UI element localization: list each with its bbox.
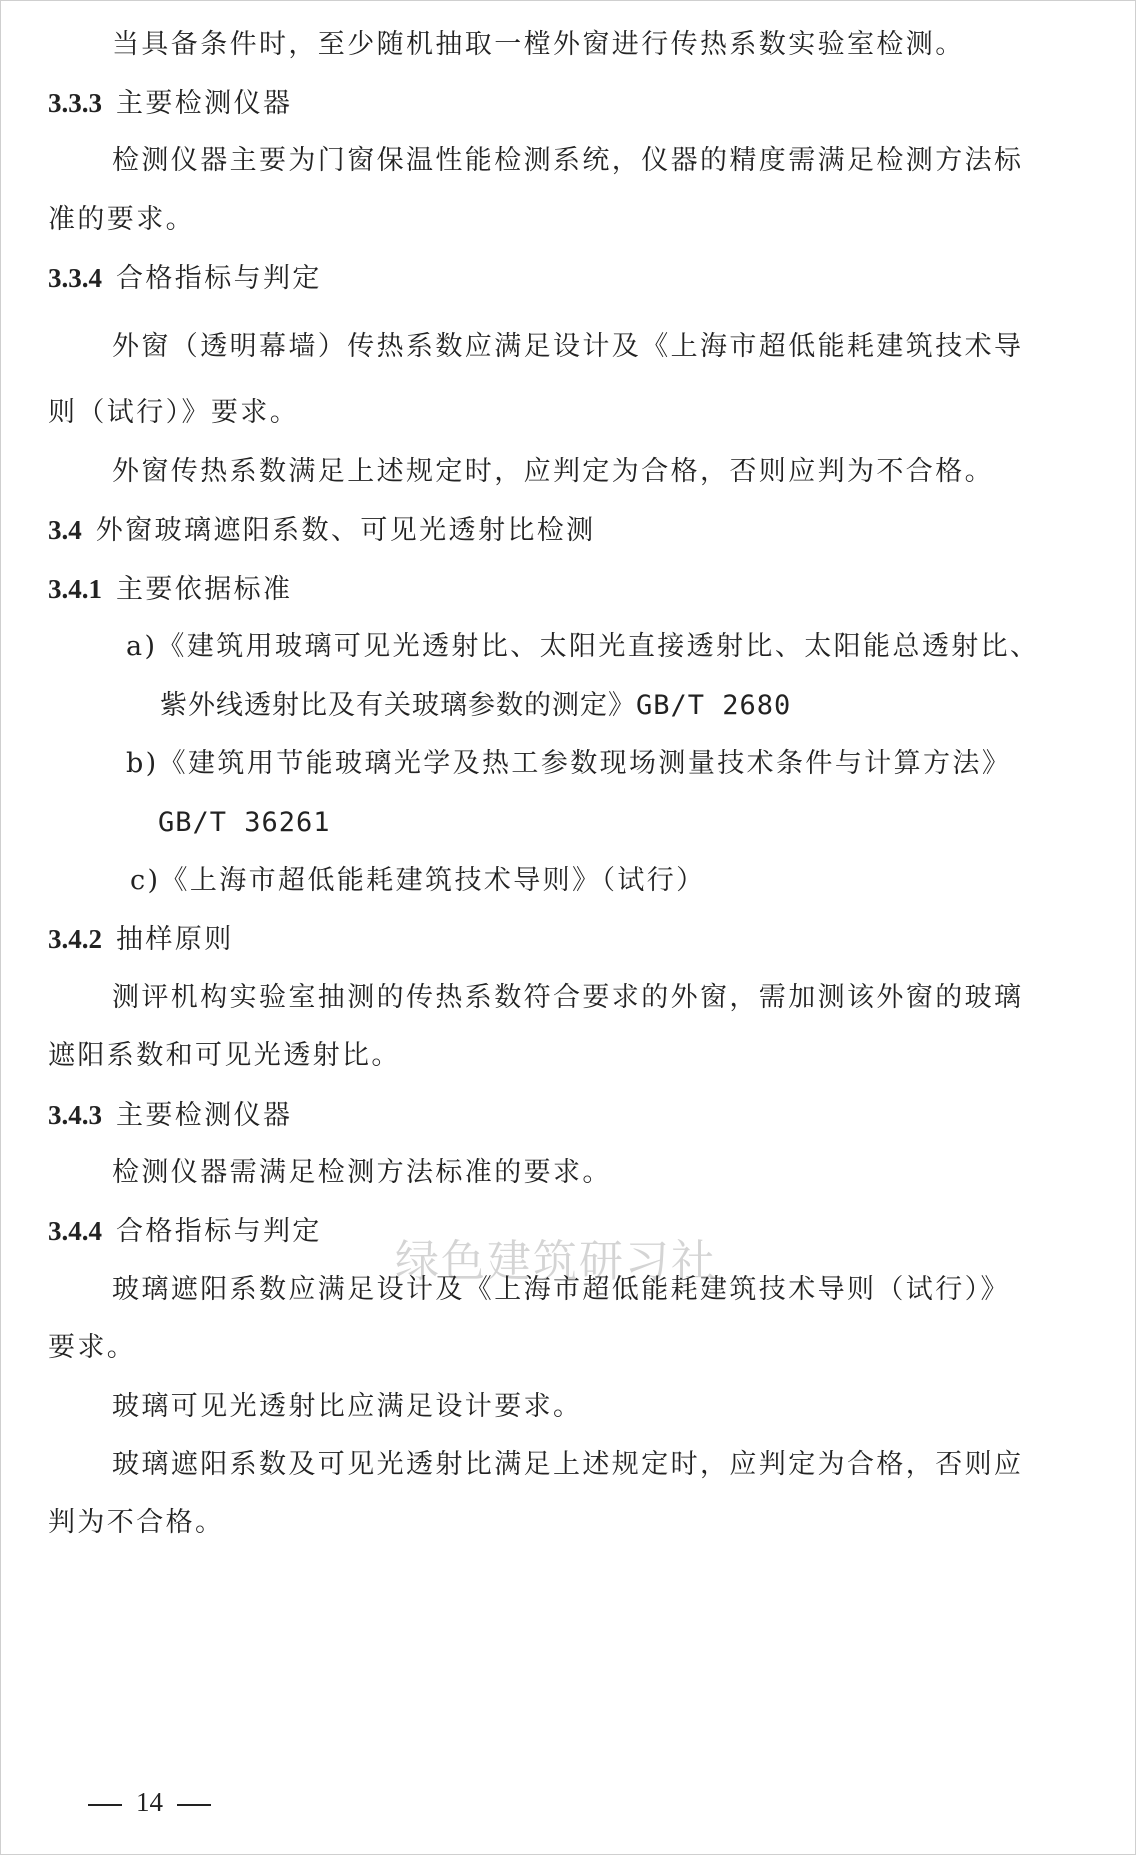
section-number: 3.3.4 xyxy=(48,263,102,293)
paragraph-line: 检测仪器需满足检测方法标准的要求。 xyxy=(112,1157,612,1188)
standard-item-b-cont: GB/T 36261 xyxy=(158,807,331,838)
section-title: 合格指标与判定 xyxy=(116,1216,322,1247)
section-title: 合格指标与判定 xyxy=(116,263,322,294)
section-number: 3.3.3 xyxy=(48,88,102,118)
paragraph-line: 当具备条件时，至少随机抽取一樘外窗进行传热系数实验室检测。 xyxy=(112,29,965,60)
section-title: 外窗玻璃遮阳系数、可见光透射比检测 xyxy=(95,515,596,546)
standard-item-a-cont: 紫外线透射比及有关玻璃参数的测定》GB/T 2680 xyxy=(160,690,792,721)
paragraph-line: 要求。 xyxy=(48,1332,137,1363)
paragraph-line: 检测仪器主要为门窗保温性能检测系统，仪器的精度需满足检测方法标 xyxy=(112,145,1024,176)
section-title: 主要检测仪器 xyxy=(116,88,293,119)
section-heading-3-4-2 xyxy=(48,922,234,957)
section-heading-3-4-1 xyxy=(48,572,292,607)
standard-item-c: c)《上海市超低能耗建筑技术导则》（试行） xyxy=(130,865,706,896)
section-heading-3-4-3 xyxy=(48,1098,292,1133)
watermark: 绿色建筑研习社 xyxy=(395,1236,717,1287)
dash-left xyxy=(88,1804,122,1806)
section-number: 3.4.2 xyxy=(48,924,102,954)
paragraph-line: 玻璃可见光透射比应满足设计要求。 xyxy=(112,1391,583,1422)
dash-right xyxy=(177,1804,211,1806)
paragraph-line: 遮阳系数和可见光透射比。 xyxy=(48,1040,401,1071)
paragraph-line: 判为不合格。 xyxy=(48,1507,225,1538)
paragraph-line: 测评机构实验室抽测的传热系数符合要求的外窗，需加测该外窗的玻璃 xyxy=(112,982,1024,1013)
paragraph-line: 则（试行）》要求。 xyxy=(48,397,300,428)
page-number-value: 14 xyxy=(136,1787,163,1817)
paragraph-line: 玻璃遮阳系数及可见光透射比满足上述规定时，应判定为合格，否则应 xyxy=(112,1449,1024,1480)
section-number: 3.4.4 xyxy=(48,1216,102,1246)
standard-item-a: a)《建筑用玻璃可见光透射比、太阳光直接透射比、太阳能总透射比、 xyxy=(126,631,1040,662)
paragraph-line: 玻璃遮阳系数应满足设计及《上海市超低能耗建筑技术导则（试行）》 xyxy=(112,1274,1010,1305)
section-number: 3.4.3 xyxy=(48,1100,102,1130)
section-heading-3-3-4 xyxy=(48,261,322,296)
section-title: 主要依据标准 xyxy=(116,574,293,605)
section-number: 3.4.1 xyxy=(48,574,102,604)
paragraph-line: 准的要求。 xyxy=(48,204,195,235)
section-heading-3-4-4 xyxy=(48,1214,322,1249)
paragraph-line: 外窗传热系数满足上述规定时，应判定为合格，否则应判为不合格。 xyxy=(112,456,994,487)
section-title: 主要检测仪器 xyxy=(116,1100,293,1131)
section-number: 3.4 xyxy=(48,515,82,545)
standard-item-b: b)《建筑用节能玻璃光学及热工参数现场测量技术条件与计算方法》 xyxy=(126,748,1012,779)
section-heading-3-3-3 xyxy=(48,86,292,121)
page-number xyxy=(88,1785,211,1819)
section-title: 抽样原则 xyxy=(116,924,234,955)
paragraph-line: 外窗（透明幕墙）传热系数应满足设计及《上海市超低能耗建筑技术导 xyxy=(112,331,1024,362)
section-heading-3-4 xyxy=(48,513,596,548)
